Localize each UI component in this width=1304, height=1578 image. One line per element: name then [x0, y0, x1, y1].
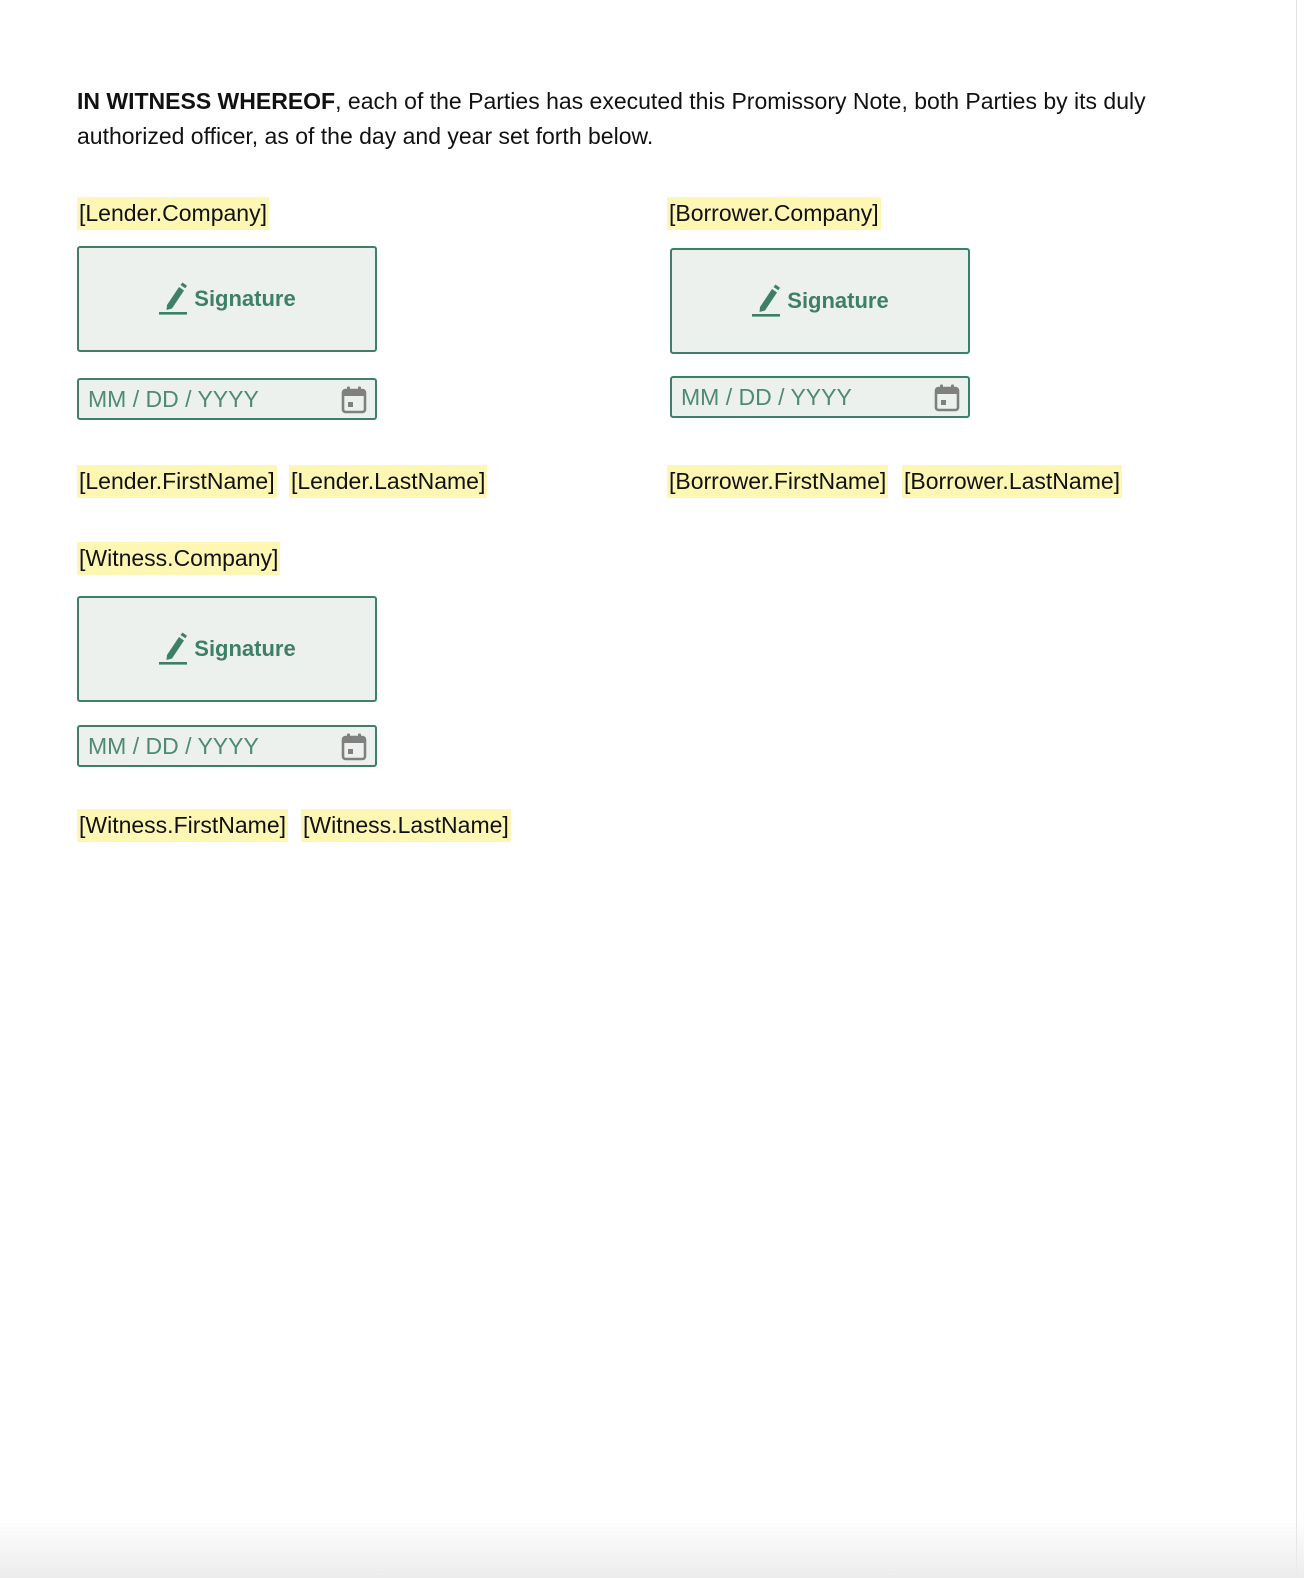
pen-icon: [751, 284, 783, 318]
witness-company-placeholder: [Witness.Company]: [77, 542, 280, 575]
witness-clause-text: , each of the Parties has executed this Promissory Note, both Parties by its duly authorized officer, as of the day and year set forth below.: [77, 88, 1146, 149]
pen-icon: [158, 282, 190, 316]
calendar-icon[interactable]: [934, 384, 960, 412]
page-bottom-shadow: [0, 1518, 1304, 1578]
calendar-icon[interactable]: [341, 386, 367, 414]
witness-clause: [77, 84, 1227, 154]
lender-date-field[interactable]: [77, 378, 377, 420]
lender-first-name-placeholder: [Lender.FirstName]: [77, 465, 277, 498]
witness-signature-field[interactable]: [77, 596, 377, 702]
signature-label: Signature: [194, 286, 296, 311]
borrower-first-name-placeholder: [Borrower.FirstName]: [667, 465, 888, 498]
borrower-date-field[interactable]: [670, 376, 970, 418]
lender-signature-field[interactable]: [77, 246, 377, 352]
witness-first-name-placeholder: [Witness.FirstName]: [77, 809, 288, 842]
borrower-signature-field[interactable]: [670, 248, 970, 354]
calendar-icon[interactable]: [341, 733, 367, 761]
lender-date-input[interactable]: [88, 386, 328, 413]
witness-clause-heading: IN WITNESS WHEREOF: [77, 88, 336, 114]
borrower-company-placeholder: [Borrower.Company]: [667, 197, 881, 230]
lender-last-name-placeholder: [Lender.LastName]: [289, 465, 487, 498]
borrower-last-name-placeholder: [Borrower.LastName]: [902, 465, 1122, 498]
lender-company-placeholder: [Lender.Company]: [77, 197, 269, 230]
signature-label: Signature: [194, 636, 296, 661]
witness-date-input[interactable]: [88, 733, 328, 760]
witness-date-field[interactable]: [77, 725, 377, 767]
witness-last-name-placeholder: [Witness.LastName]: [301, 809, 511, 842]
pen-icon: [158, 632, 190, 666]
signature-label: Signature: [787, 288, 889, 313]
borrower-date-input[interactable]: [681, 384, 921, 411]
